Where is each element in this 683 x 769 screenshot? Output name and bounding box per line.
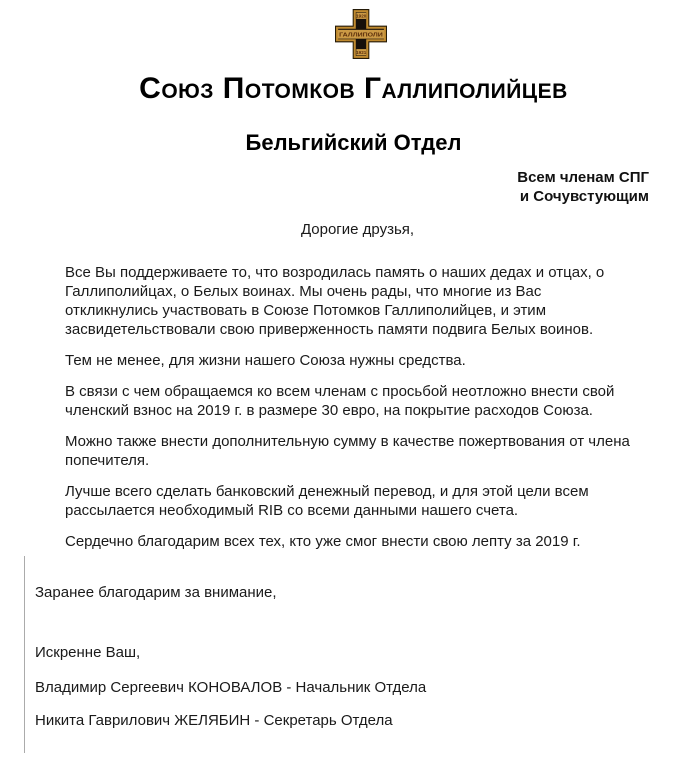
addressee-line-2: и Сочувстующим bbox=[519, 188, 649, 205]
text-frame-border bbox=[24, 556, 25, 753]
addressee-block bbox=[517, 168, 649, 206]
section-subtitle: Бельгийский Отдел bbox=[245, 130, 462, 155]
paragraph-4: Можно также внести дополнительную сумму в качестве пожертвования от члена попечителя. bbox=[65, 433, 630, 469]
paragraph-5: Лучше всего сделать банковский денежный перевод, и для этой цели всем рассылается необходимый RIB со всеми данными нашего счета. bbox=[65, 483, 589, 519]
organization-title: Союз Потомков Галлиполийцев bbox=[139, 72, 568, 105]
signoff-line: Искренне Ваш, bbox=[35, 644, 141, 661]
signature-secretary: Никита Гаврилович ЖЕЛЯБИН - Секретарь Отдела bbox=[35, 712, 393, 729]
addressee-line-1: Всем членам СПГ bbox=[517, 169, 649, 186]
paragraph-6: Сердечно благодарим всех тех, кто уже смог внести свою лепту за 2019 г. bbox=[65, 533, 581, 550]
closing-line: Заранее благодарим за внимание, bbox=[35, 584, 277, 601]
paragraph-3: В связи с чем обращаемся ко всем членам с просьбой неотложно внести свой членский взнос на 2019 г. в размере 30 евро, на покрытие расходов Союза. bbox=[65, 383, 615, 419]
gallipoli-cross-icon bbox=[335, 9, 387, 59]
emblem-bottom-year: 1921 bbox=[356, 50, 367, 56]
emblem-top-year: 1920 bbox=[356, 13, 367, 19]
salutation: Дорогие друзья, bbox=[300, 221, 415, 238]
paragraph-1: Все Вы поддерживаете то, что возродилась память о наших дедах и отцах, о Галлиполийцах, о Белых воинах. Мы очень рады, что многие из Вас откликнулись участвовать в Союзе Потомков Галлиполийцев, и этим засвидетельствовали свою приверженность памяти подвига Белых воинов. bbox=[65, 264, 605, 338]
letter-body bbox=[65, 263, 635, 563]
emblem-label: ГАЛЛИПОЛИ bbox=[339, 32, 383, 39]
paragraph-2: Тем не менее, для жизни нашего Союза нужны средства. bbox=[65, 352, 466, 369]
signature-chief: Владимир Сергеевич КОНОВАЛОВ - Начальник Отдела bbox=[35, 679, 427, 696]
